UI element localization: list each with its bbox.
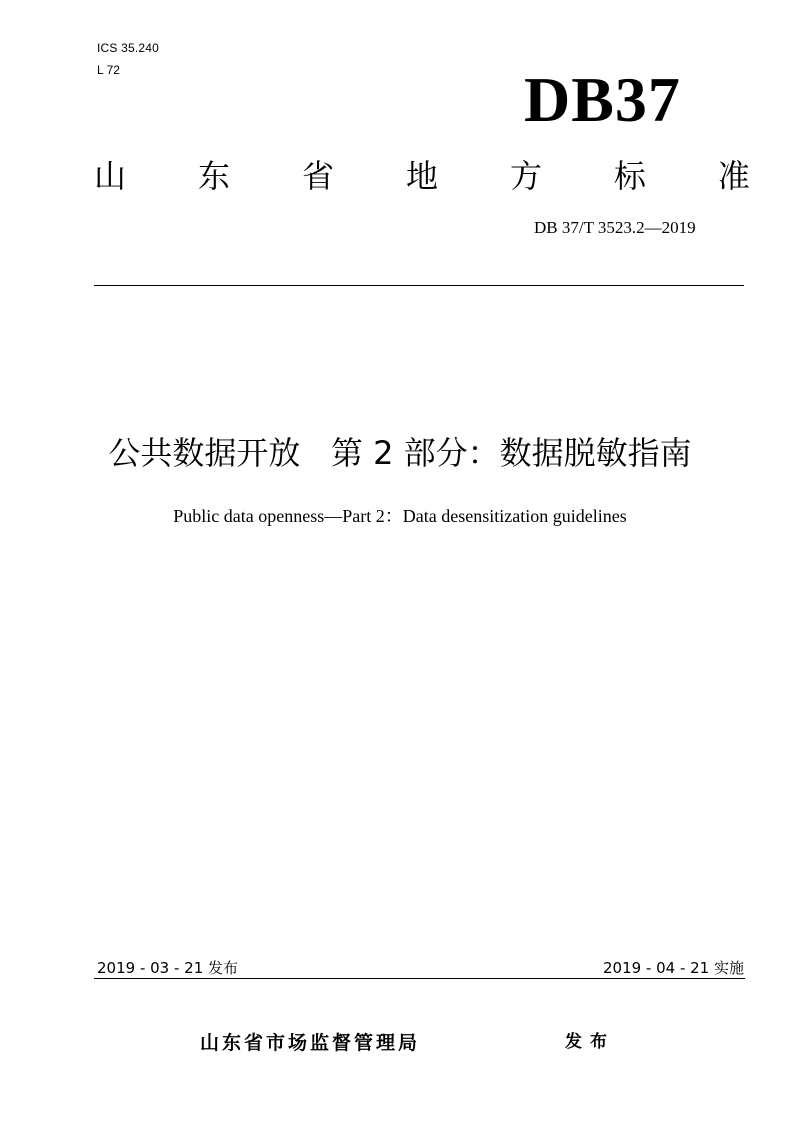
issue-label: 发布 — [565, 1032, 615, 1052]
standard-type-char: 地 — [405, 157, 438, 195]
standard-type-heading — [94, 154, 750, 198]
ccs-code: L 72 — [97, 63, 120, 77]
standard-type-char: 方 — [509, 157, 542, 195]
standard-code-mark: DB37 — [524, 64, 681, 135]
standard-type-char: 山 — [94, 157, 127, 195]
issuing-authority: 山东省市场监督管理局 — [200, 1032, 421, 1054]
document-title-english: Public data openness—Part 2：Data desensitization guidelines — [173, 506, 627, 526]
standard-number: DB 37/T 3523.2—2019 — [534, 218, 696, 237]
standard-type-char: 标 — [613, 157, 646, 195]
document-title-chinese: 公共数据开放 第 2 部分：数据脱敏指南 — [108, 434, 692, 472]
implementation-date: 2019 - 04 - 21 实施 — [602, 959, 744, 977]
footer-divider — [94, 978, 745, 979]
header-divider — [94, 285, 744, 286]
standard-type-char: 准 — [717, 157, 750, 195]
publish-date: 2019 - 03 - 21 发布 — [97, 959, 239, 977]
standard-type-char: 省 — [301, 157, 334, 195]
standard-type-char: 东 — [197, 157, 230, 195]
ics-code: ICS 35.240 — [97, 41, 160, 55]
